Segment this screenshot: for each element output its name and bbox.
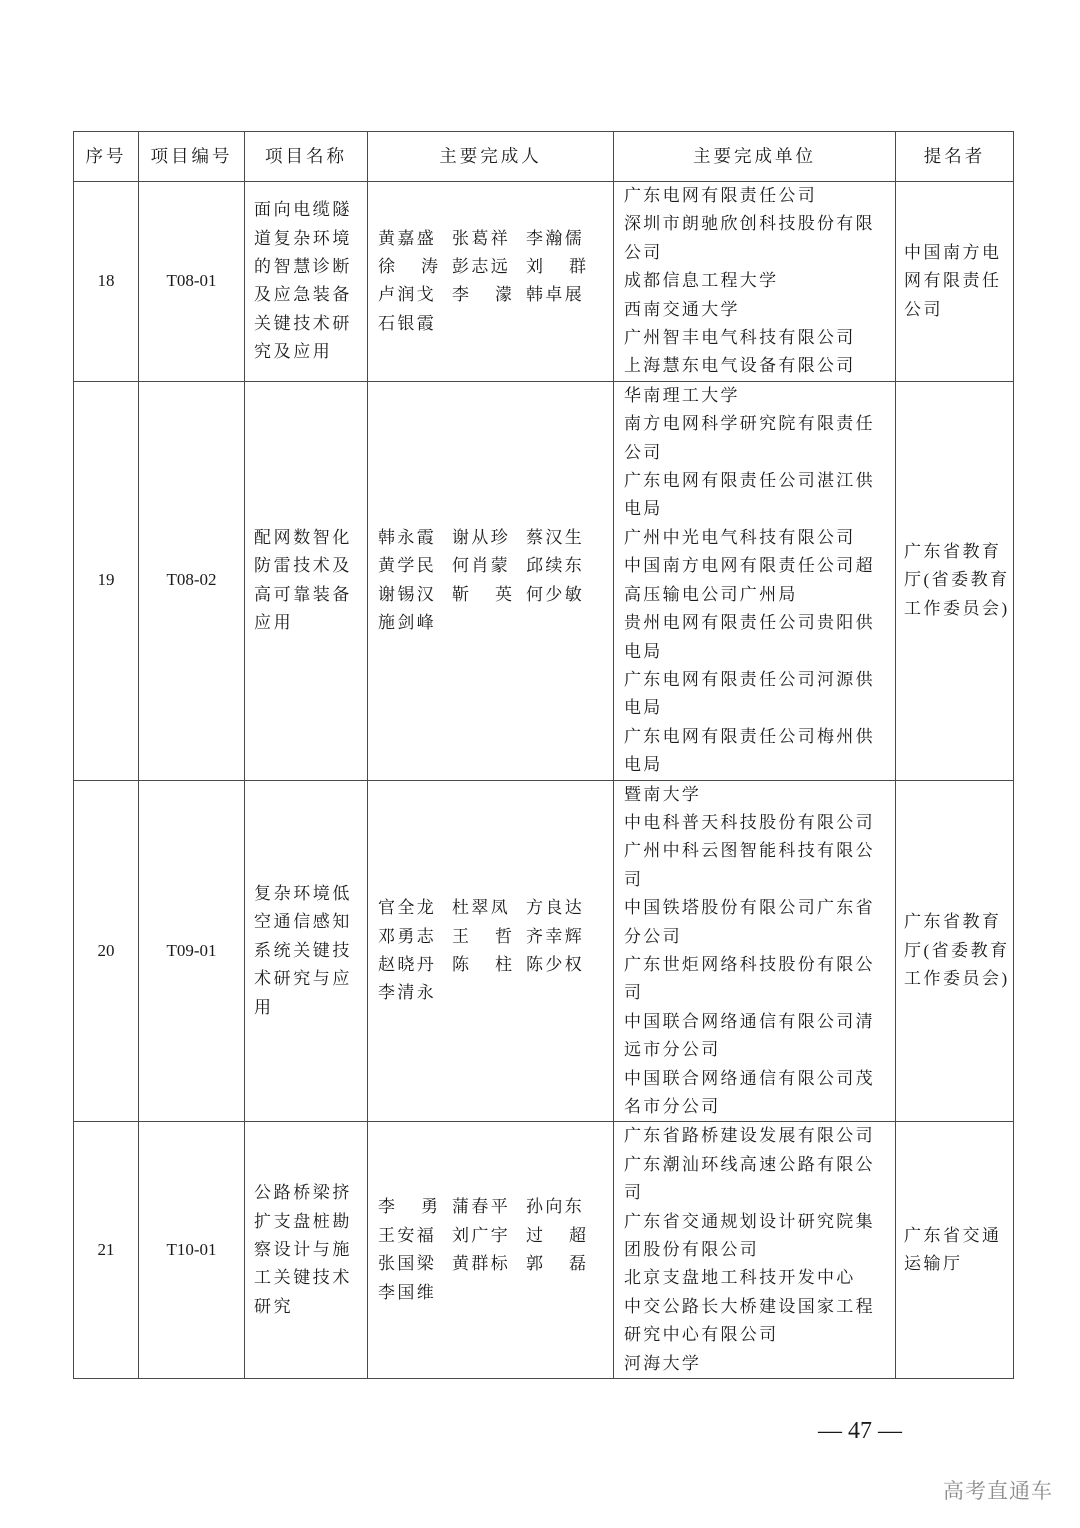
contributor-name: 卢润戈 [378,285,437,305]
table-row [74,1122,1014,1379]
unit-name: 中国铁塔股份有限公司广东省分公司 [624,898,875,946]
unit-name: 广东省路桥建设发展有限公司 [624,1126,875,1146]
row-index: 19 [74,381,139,780]
contributor-name: 黄学民 [378,556,437,576]
unit-name: 南方电网科学研究院有限责任公司 [624,414,875,462]
unit-name: 中国南方电网有限责任公司超高压输电公司广州局 [624,556,875,604]
header-index: 序号 [74,132,139,182]
contributor-name: 黄嘉盛 [378,228,437,248]
unit-name: 广东电网有限责任公司河源供电局 [624,669,875,718]
contributor-name: 韩永霞 [378,527,437,547]
unit-name: 中电科普天科技股份有限公司 [624,812,875,832]
contributor-name: 谢锡汉 [378,584,437,604]
contributor-name: 赵晓丹 [378,954,437,974]
row-index: 21 [74,1122,139,1379]
unit-name: 中国联合网络通信有限公司清远市分公司 [624,1011,875,1060]
table-row [74,381,1014,780]
unit-name: 广东电网有限责任公司 [624,186,817,205]
main-contributors [368,780,614,1122]
contributor-name: 方良达 [526,898,585,918]
contributor-name: 刘广宇 [452,1225,511,1245]
unit-name: 广州中光电气科技有限公司 [624,527,856,547]
main-contributors [368,1122,614,1379]
contributor-name: 杜翠凤 [452,898,511,918]
contributor-name: 郭 磊 [526,1254,586,1274]
unit-name: 华南理工大学 [624,385,740,405]
contributor-name: 李清永 [378,983,437,1003]
main-units [614,780,896,1122]
unit-name: 广东世炬网络科技股份有限公司 [624,954,875,1003]
contributor-name: 蒲春平 [452,1197,511,1217]
contributor-name: 何肖蒙 [452,556,511,576]
contributor-name: 邱续东 [526,556,585,576]
contributors-list [378,524,613,638]
contributor-name: 李 濛 [452,285,512,305]
unit-name: 上海慧东电气设备有限公司 [624,356,856,376]
row-index: 18 [74,182,139,382]
contributor-name: 陈少权 [526,954,585,974]
contributor-name: 施剑峰 [378,613,437,633]
main-contributors [368,182,614,382]
contributor-name: 王 哲 [452,926,512,946]
contributor-name: 黄群标 [452,1254,511,1274]
contributor-name: 谢从珍 [452,527,511,547]
unit-name: 贵州电网有限责任公司贵阳供电局 [624,613,875,661]
main-contributors [368,381,614,780]
header-main-units: 主要完成单位 [614,132,896,182]
table-row [74,182,1014,382]
nominator: 广东省教育厅(省委教育工作委员会) [896,381,1014,780]
contributor-name: 陈 柱 [452,954,512,974]
contributor-name: 王安福 [378,1225,437,1245]
project-name: 公路桥梁挤扩支盘桩勘察设计与施工关键技术研究 [245,1122,368,1379]
header-project-name: 项目名称 [245,132,368,182]
contributor-name: 彭志远 [452,257,511,277]
nominator: 中国南方电网有限责任公司 [896,182,1014,382]
project-code: T08-02 [139,381,245,780]
project-code: T09-01 [139,780,245,1122]
contributor-name: 靳 英 [452,584,512,604]
contributor-name: 李 勇 [378,1197,438,1217]
unit-name: 广州中科云图智能科技有限公司 [624,841,875,889]
contributors-list [378,1193,613,1307]
contributor-name: 过 超 [526,1225,586,1245]
project-name: 复杂环境低空通信感知系统关键技术研究与应用 [245,780,368,1122]
contributor-name: 齐幸辉 [526,926,585,946]
nominator: 广东省交通运输厅 [896,1122,1014,1379]
contributors-list [378,894,613,1008]
header-project-code: 项目编号 [139,132,245,182]
unit-name: 广东电网有限责任公司湛江供电局 [624,471,875,519]
contributor-name: 孙向东 [526,1197,585,1217]
awards-table [73,131,1014,1379]
table-row [74,780,1014,1122]
project-code: T08-01 [139,182,245,382]
watermark: 高考直通车 [943,1479,1053,1503]
contributors-list [378,225,613,339]
contributor-name: 蔡汉生 [526,527,585,547]
header-main-contributors: 主要完成人 [368,132,614,182]
unit-name: 北京支盘地工科技开发中心 [624,1268,856,1288]
unit-name: 暨南大学 [624,784,702,804]
page-number: — 47 — [818,1418,902,1444]
unit-name: 中国联合网络通信有限公司茂名市分公司 [624,1068,875,1116]
project-code: T10-01 [139,1122,245,1379]
unit-name: 广东电网有限责任公司梅州供电局 [624,726,875,775]
project-name: 面向电缆隧道复杂环境的智慧诊断及应急装备关键技术研究及应用 [245,182,368,382]
contributor-name: 韩卓展 [526,285,585,305]
contributor-name: 官全龙 [378,898,437,918]
project-name: 配网数智化防雷技术及高可靠装备应用 [245,381,368,780]
nominator: 广东省教育厅(省委教育工作委员会) [896,780,1014,1122]
unit-name: 广东潮汕环线高速公路有限公司 [624,1154,875,1203]
contributor-name: 徐 涛 [378,257,438,277]
main-units [614,1122,896,1379]
row-index: 20 [74,780,139,1122]
unit-name: 成都信息工程大学 [624,271,779,291]
main-units [614,381,896,780]
unit-name: 中交公路长大桥建设国家工程研究中心有限公司 [624,1296,875,1345]
unit-name: 西南交通大学 [624,299,740,319]
contributor-name: 李国维 [378,1282,437,1302]
contributor-name: 刘 群 [526,257,586,277]
table-header-row [74,132,1014,182]
unit-name: 广东省交通规划设计研究院集团股份有限公司 [624,1211,875,1260]
unit-name: 广州智丰电气科技有限公司 [624,328,856,348]
contributor-name: 张葛祥 [452,228,511,248]
unit-name: 河海大学 [624,1353,702,1373]
contributor-name: 何少敏 [526,584,585,604]
contributor-name: 石银霞 [378,313,437,333]
header-nominator: 提名者 [896,132,1014,182]
contributor-name: 张国梁 [378,1254,437,1274]
unit-name: 深圳市朗驰欣创科技股份有限公司 [624,214,875,262]
contributor-name: 邓勇志 [378,926,437,946]
main-units [614,182,896,382]
contributor-name: 李瀚儒 [526,228,585,248]
